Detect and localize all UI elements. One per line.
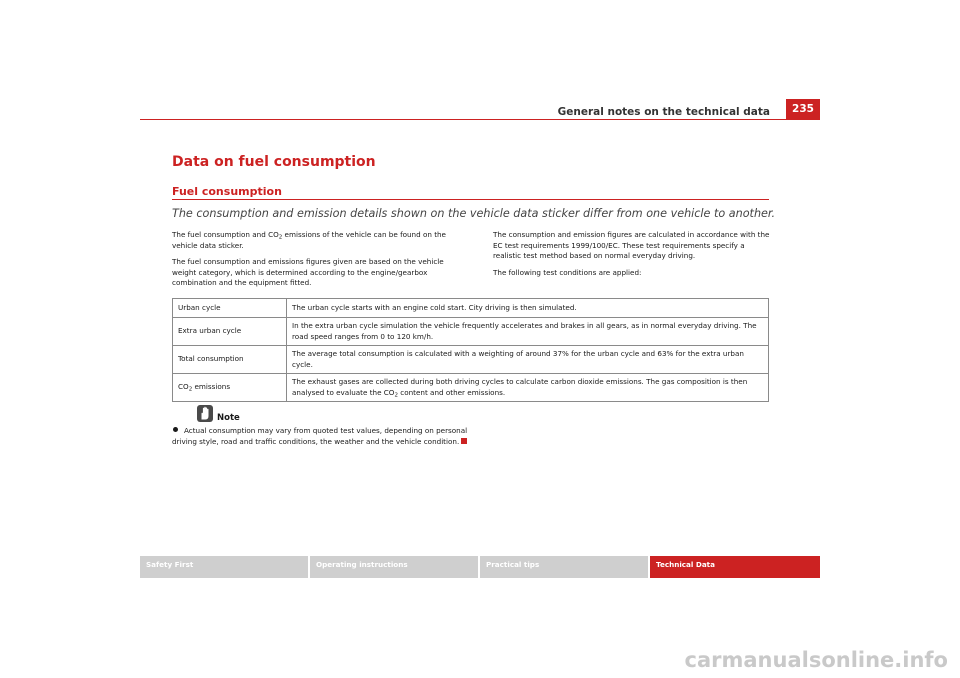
row-description: In the extra urban cycle simulation the vehicle frequently accelerates and brakes in all gears, as in normal everyday driving. The road speed ranges from 0 to 120 km/h. [287, 318, 769, 346]
left-text-column [172, 230, 468, 295]
text-part: The exhaust gases are collected during both driving cycles to calculate carbon dioxide emissions. The gas composition is then analysed to evaluate the CO [292, 376, 748, 397]
table-row [173, 299, 769, 318]
table-row [173, 374, 769, 402]
right-text-column [493, 230, 771, 284]
row-label: Total consumption [173, 346, 287, 374]
text-part: CO [178, 382, 189, 392]
test-conditions-table [172, 298, 769, 402]
section-divider [172, 199, 769, 200]
footer-tab-practical-tips[interactable]: Practical tips [480, 556, 648, 578]
test-paragraph-1: The consumption and emission figures are calculated in accordance with the EC test requirements 1999/100/EC. These test requirements specify a realistic test method based on normal everyday driving. [493, 230, 770, 261]
page-title: Data on fuel consumption [172, 154, 376, 170]
row-label: Urban cycle [173, 299, 287, 318]
row-description: The average total consumption is calculated with a weighting of around 37% for the urban cycle and 63% for the extra urban cycle. [287, 346, 769, 374]
header-divider [140, 119, 820, 120]
section-intro: The consumption and emission details shown on the vehicle data sticker differ from one vehicle to another. [172, 207, 776, 220]
section-heading: Fuel consumption [172, 185, 282, 198]
note-heading: Note [217, 413, 240, 423]
text-part: The fuel consumption and CO [172, 230, 279, 239]
footer-tab-safety-first[interactable]: Safety First [140, 556, 308, 578]
subscript: 2 [188, 386, 193, 393]
fuel-paragraph-1 [172, 230, 468, 251]
text-part: emissions [192, 382, 231, 392]
table-row [173, 346, 769, 374]
subscript: 2 [278, 234, 283, 241]
note-text: Actual consumption may vary from quoted test values, depending on personal driving style, road and traffic conditions, the weather and the vehicle condition. [172, 426, 468, 446]
row-label [173, 374, 287, 402]
fuel-paragraph-2: The fuel consumption and emissions figures given are based on the vehicle weight category, which is determined according to the engine/gearbox combination and the equipment fitted. [172, 256, 444, 288]
bullet-icon [173, 427, 178, 432]
footer-tab-technical-data[interactable]: Technical Data [650, 556, 820, 578]
row-label: Extra urban cycle [173, 318, 287, 346]
row-description [287, 374, 769, 402]
subscript: 2 [394, 392, 398, 398]
footer-tab-operating-instructions[interactable]: Operating instructions [310, 556, 478, 578]
end-of-section-icon [461, 438, 467, 444]
text-part: emissions of the vehicle can be found on the vehicle data sticker. [172, 230, 446, 250]
row-description: The urban cycle starts with an engine cold start. City driving is then simulated. [287, 299, 769, 318]
text-part: content and other emissions. [397, 387, 506, 397]
watermark: carmanualsonline.info [684, 648, 948, 672]
page-number: 235 [786, 99, 820, 119]
running-header-title: General notes on the technical data [557, 106, 770, 118]
test-paragraph-2: The following test conditions are applied: [493, 267, 642, 277]
footer-nav [140, 556, 820, 578]
table-row [173, 318, 769, 346]
note-hand-icon [197, 405, 213, 422]
note-body [172, 426, 472, 447]
